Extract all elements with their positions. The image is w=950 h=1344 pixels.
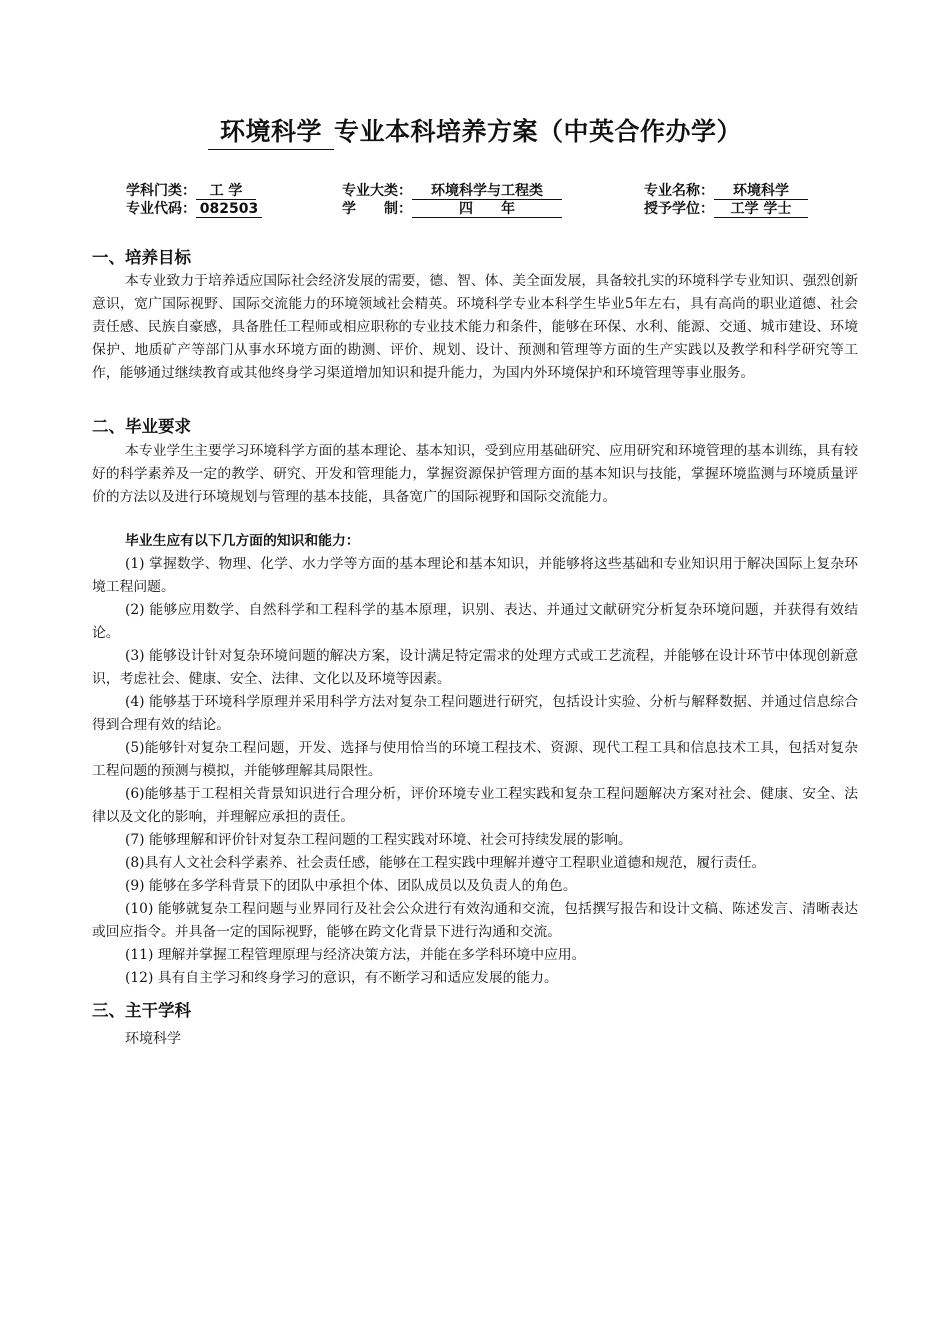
objectives-paragraph: 本专业致力于培养适应国际社会经济发展的需要，德、智、体、美全面发展，具备较扎实的环境科学专业知识、强烈创新意识，宽广国际视野、国际交流能力的环境领域社会精英。环境科学专业本科学生毕业5年左右，具有高尚的职业道德、社会责任感、民族自豪感，具备胜任工程师或相应职称的专业技术能力和条件，能够在环保、水利、能源、交通、城市建设、环境保护、地质矿产等部门从事水环境方面的勘测、评价、规划、设计、预测和管理等方面的生产实践以及教学和科学研究等工作，能够通过继续教育或其他终身学习渠道增加知识和提升能力，为国内外环境保护和环境管理等事业服务。: [92, 273, 858, 381]
requirements-paragraph: 本专业学生主要学习环境科学方面的基本理论、基本知识，受到应用基础研究、应用研究和环境管理的基本训练，具有较好的科学素养及一定的教学、研究、开发和管理能力，掌握资源保护管理方面的基本知识与技能，掌握环境监测与环境质量评价的方法以及进行环境规划与管理的基本技能，具备宽广的国际视野和国际交流能力。: [92, 443, 858, 505]
list-item: (1) 掌握数学、物理、化学、水力学等方面的基本理论和基本知识，并能够将这些基础和专业知识用于解决国际上复杂环境工程问题。: [92, 556, 858, 595]
major-name-label: 专业名称：: [644, 183, 714, 199]
list-item: (12) 具有自主学习和终身学习的意识，有不断学习和适应发展的能力。: [125, 970, 558, 986]
list-item: (10) 能够就复杂工程问题与业界同行及社会公众进行有效沟通和交流，包括撰写报告和设计文稿、陈述发言、清晰表达或回应指令。并具备一定的国际视野，能够在跨文化背景下进行沟通和交流。: [92, 901, 858, 940]
list-item: (4) 能够基于环境科学原理并采用科学方法对复杂工程问题进行研究，包括设计实验、分析与解释数据、并通过信息综合得到合理有效的结论。: [92, 694, 858, 733]
list-item: (11) 理解并掌握工程管理原理与经济决策方法，并能在多学科环境中应用。: [125, 947, 586, 963]
class-label: 专业大类：: [342, 183, 412, 199]
list-item: (3) 能够设计针对复杂环境问题的解决方案，设计满足特定需求的处理方式或工艺流程，并能够在设计环节中体现创新意识，考虑社会、健康、安全、法律、文化以及环境等因素。: [92, 648, 858, 687]
list-item: (5)能够针对复杂工程问题，开发、选择与使用恰当的环境工程技术、资源、现代工程工具和信息技术工具，包括对复杂工程问题的预测与模拟，并能够理解其局限性。: [92, 740, 858, 779]
list-item: (7) 能够理解和评价针对复杂工程问题的工程实践对环境、社会可持续发展的影响。: [125, 832, 632, 848]
title-rest: 专业本科培养方案（中英合作办学）: [334, 117, 743, 146]
section-heading-objectives: 一、培养目标: [92, 248, 191, 267]
category-label: 学科门类：: [126, 183, 196, 199]
list-item: (8)具有人文社会科学素养、社会责任感，能够在工程实践中理解并遵守工程职业道德和规范，履行责任。: [125, 855, 766, 871]
degree-field: [644, 198, 808, 218]
program-info-row-2: [126, 198, 846, 216]
requirements-list: [92, 530, 858, 990]
degree-value: 工学 学士: [714, 201, 808, 218]
duration-field: [342, 198, 562, 218]
program-info-row-1: [126, 180, 846, 198]
code-field: [126, 198, 262, 218]
duration-value: 四 年: [412, 201, 562, 218]
main-discipline-text: 环境科学: [125, 1031, 181, 1047]
code-label: 专业代码：: [126, 201, 196, 217]
category-value: 工 学: [196, 183, 256, 200]
program-info: [126, 180, 846, 216]
category-field: [126, 180, 256, 200]
requirements-subheading: 毕业生应有以下几方面的知识和能力：: [125, 533, 360, 549]
section-heading-requirements: 二、毕业要求: [92, 417, 191, 436]
title-major-name: 环境科学: [208, 112, 334, 150]
class-value: 环境科学与工程类: [412, 183, 562, 200]
document-title: [0, 112, 950, 150]
section-heading-main-discipline: 三、主干学科: [92, 1001, 191, 1020]
duration-label: 学 制：: [342, 201, 412, 217]
major-name-value: 环境科学: [714, 183, 808, 200]
code-value: 082503: [196, 201, 262, 218]
degree-label: 授予学位：: [644, 201, 714, 217]
list-item: (2) 能够应用数学、自然科学和工程科学的基本原理，识别、表达、并通过文献研究分析复杂环境问题，并获得有效结论。: [92, 602, 858, 641]
list-item: (6)能够基于工程相关背景知识进行合理分析，评价环境专业工程实践和复杂工程问题解决方案对社会、健康、安全、法律以及文化的影响，并理解应承担的责任。: [92, 786, 858, 825]
class-field: [342, 180, 562, 200]
major-name-field: [644, 180, 808, 200]
list-item: (9) 能够在多学科背景下的团队中承担个体、团队成员以及负责人的角色。: [125, 878, 577, 894]
